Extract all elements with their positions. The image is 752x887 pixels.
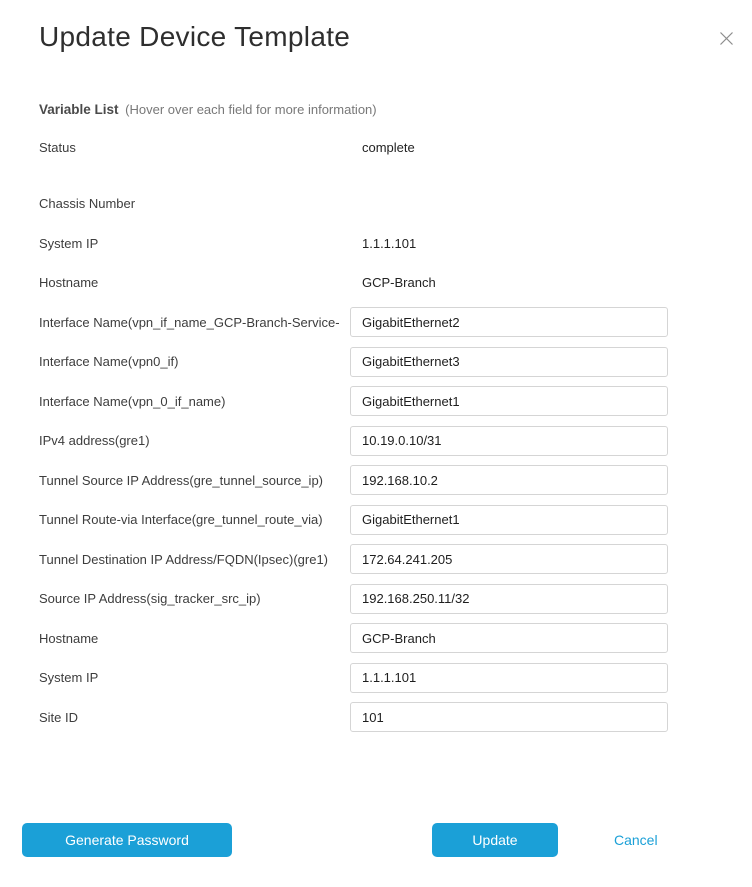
variable-list-header [39,102,752,118]
field-input[interactable] [350,307,668,337]
generate-password-button[interactable]: Generate Password [22,823,232,857]
update-device-template-dialog [0,22,752,887]
field-row [39,619,752,659]
update-button[interactable]: Update [432,823,558,857]
dialog-footer [0,823,752,857]
field-row [39,658,752,698]
field-row [39,263,752,303]
field-label: Hostname [39,630,99,646]
field-label: IPv4 address(gre1) [39,433,150,449]
field-input[interactable] [350,505,668,535]
cancel-button[interactable]: Cancel [614,832,658,848]
field-label: System IP [39,670,99,686]
field-row [39,224,752,264]
field-label: Status [39,139,76,155]
field-input[interactable] [350,702,668,732]
field-label: Tunnel Destination IP Address/FQDN(Ipsec)(gre1) [39,551,329,567]
field-row [39,500,752,540]
field-input[interactable] [350,544,668,574]
field-label: Site ID [39,709,79,725]
field-label: Hostname [39,275,99,291]
field-row [39,540,752,580]
field-label: System IP [39,235,99,251]
field-label: Interface Name(vpn_0_if_name) [39,393,226,409]
variable-list [39,127,752,737]
field-label: Interface Name(vpn0_if) [39,354,179,370]
field-value: complete [362,139,415,155]
field-input[interactable] [350,386,668,416]
field-row [39,461,752,501]
field-label: Tunnel Source IP Address(gre_tunnel_source_ip) [39,472,324,488]
field-value: GCP-Branch [362,275,436,291]
field-input[interactable] [350,663,668,693]
field-input[interactable] [350,465,668,495]
close-icon[interactable] [715,27,737,49]
field-row [39,184,752,224]
field-input[interactable] [350,347,668,377]
variable-list-hint: (Hover over each field for more information) [125,102,377,117]
field-value: 1.1.1.101 [362,235,417,251]
field-row [39,382,752,422]
field-label: Interface Name(vpn_if_name_GCP-Branch-Service- [39,314,340,330]
field-row [39,342,752,382]
field-row [39,421,752,461]
field-label: Tunnel Route-via Interface(gre_tunnel_route_via) [39,512,323,528]
field-row [39,127,752,167]
field-input[interactable] [350,584,668,614]
field-input[interactable] [350,426,668,456]
variable-list-heading: Variable List [39,102,119,117]
field-row [39,698,752,738]
field-row [39,303,752,343]
page-title: Update Device Template [39,21,351,52]
field-row [39,579,752,619]
field-label: Source IP Address(sig_tracker_src_ip) [39,591,261,607]
field-label: Chassis Number [39,196,136,212]
field-input[interactable] [350,623,668,653]
